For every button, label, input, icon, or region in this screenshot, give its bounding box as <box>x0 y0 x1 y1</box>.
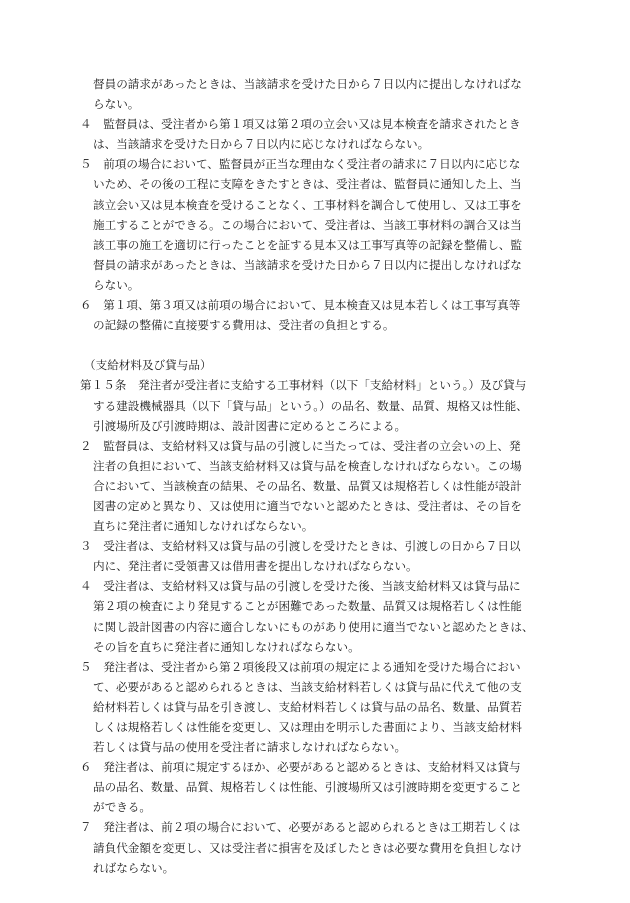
clause-paragraph <box>80 657 570 757</box>
text-line: ５ 前項の場合において、監督員が正当な理由なく受注者の請求に７日以内に応じな <box>80 157 521 172</box>
text-line: 第１５条 発注者が受注者に支給する工事材料（以下「支給材料」という。）及び貸与 <box>80 378 527 393</box>
text-line: ４ 受注者は、支給材料又は貸与品の引渡しを受けた後、当該支給材料又は貸与品に <box>80 579 521 594</box>
text-line: ２ 監督員は、支給材料又は貸与品の引渡しに当たっては、受注者の立会いの上、発 <box>80 438 521 453</box>
text-line: ４ 監督員は、受注者から第１項又は第２項の立会い又は見本検査を請求されたとき <box>80 117 521 132</box>
text-line: ５ 発注者は、受注者から第２項後段又は前項の規定による通知を受けた場合におい <box>80 659 521 674</box>
text-line: らない。 <box>93 277 140 292</box>
text-line: しくは規格若しくは性能を変更し、又は理由を明示した書面により、当該支給材料 <box>93 720 522 734</box>
paragraph-gap <box>80 335 570 355</box>
text-line: 合において、当該検査の結果、その品名、数量、品質又は規格若しくは性能が設計 <box>93 478 522 493</box>
text-line: 給材料若しくは貸与品を引き渡し、支給材料若しくは貸与品の品名、数量、品質若 <box>93 699 522 714</box>
text-line: 注者の負担において、当該支給材料又は貸与品を検査しなければならない。この場 <box>93 458 522 473</box>
text-line: 第２項の検査により発見することが困難であった数量、品質又は規格若しくは性能 <box>93 599 522 614</box>
text-line: ６ 第１項、第３項又は前項の場合において、見本検査又は見本若しくは工事写真等 <box>80 298 521 313</box>
clause-paragraph <box>80 436 570 536</box>
clause-paragraph <box>80 817 570 877</box>
text-line: 内に、発注者に受領書又は借用書を提出しなければならない。 <box>93 559 418 574</box>
section-heading <box>80 355 570 375</box>
text-line: 該立会い又は見本検査を受けることなく、工事材料を調合して使用し、又は工事を <box>93 197 522 212</box>
text-line: の記録の整備に直接要する費用は、受注者の負担とする。 <box>93 318 395 333</box>
text-line: 品の品名、数量、品質、規格若しくは性能、引渡場所又は引渡時期を変更すること <box>93 780 522 795</box>
text-line: 若しくは貸与品の使用を受注者に請求しなければならない。 <box>93 740 407 755</box>
clause-paragraph <box>80 74 570 114</box>
clause-paragraph <box>80 576 570 656</box>
text-line: する建設機械器具（以下「貸与品」という。）の品名、数量、品質、規格又は性能、 <box>93 398 528 413</box>
text-line: ６ 発注者は、前項に規定するほか、必要があると認めるときは、支給材料又は貸与 <box>80 760 521 775</box>
clause-paragraph <box>80 757 570 817</box>
text-line: 請負代金額を変更し、又は受注者に損害を及ぼしたときは必要な費用を負担しなけ <box>93 840 522 855</box>
text-line: ７ 発注者は、前２項の場合において、必要があると認められるときは工期若しくは <box>80 820 521 835</box>
text-line: 施工することができる。この場合において、受注者は、当該工事材料の調合又は当 <box>93 217 522 232</box>
text-line: ができる。 <box>93 800 151 815</box>
clause-paragraph <box>80 114 570 154</box>
text-line: ればならない。 <box>93 860 175 875</box>
text-line: 督員の請求があったときは、当該請求を受けた日から７日以内に提出しなければな <box>93 257 522 272</box>
text-line: その旨を直ちに発注者に通知しなければならない。 <box>93 639 360 654</box>
clause-paragraph <box>80 295 570 335</box>
text-line: 該工事の施工を適切に行ったことを証する見本又は工事写真等の記録を整備し、監 <box>93 237 522 252</box>
text-line: いため、その後の工程に支障をきたすときは、受注者は、監督員に通知した上、当 <box>93 177 522 192</box>
text-line: に関し設計図書の内容に適合しないにものがあり使用に適当でないと認めたときは、 <box>93 619 534 634</box>
text-line: （支給材料及び貸与品） <box>84 358 212 373</box>
text-line: らない。 <box>93 97 140 112</box>
text-line: て、必要があると認められるときは、当該支給材料若しくは貸与品に代えて他の支 <box>93 679 522 694</box>
clause-paragraph <box>80 375 570 435</box>
text-line: 図書の定めと異なり、又は使用に適当でないと認めたときは、受注者は、その旨を <box>93 498 522 513</box>
text-line: ３ 受注者は、支給材料又は貸与品の引渡しを受けたときは、引渡しの日から７日以 <box>80 539 521 554</box>
text-line: 直ちに発注者に通知しなければならない。 <box>93 519 314 534</box>
text-line: 引渡場所及び引渡時期は、設計図書に定めるところによる。 <box>93 418 407 433</box>
text-line: 督員の請求があったときは、当該請求を受けた日から７日以内に提出しなければな <box>93 77 522 91</box>
text-line: は、当該請求を受けた日から７日以内に応じなければならない。 <box>93 137 430 152</box>
clause-paragraph <box>80 154 570 295</box>
clause-paragraph <box>80 536 570 576</box>
